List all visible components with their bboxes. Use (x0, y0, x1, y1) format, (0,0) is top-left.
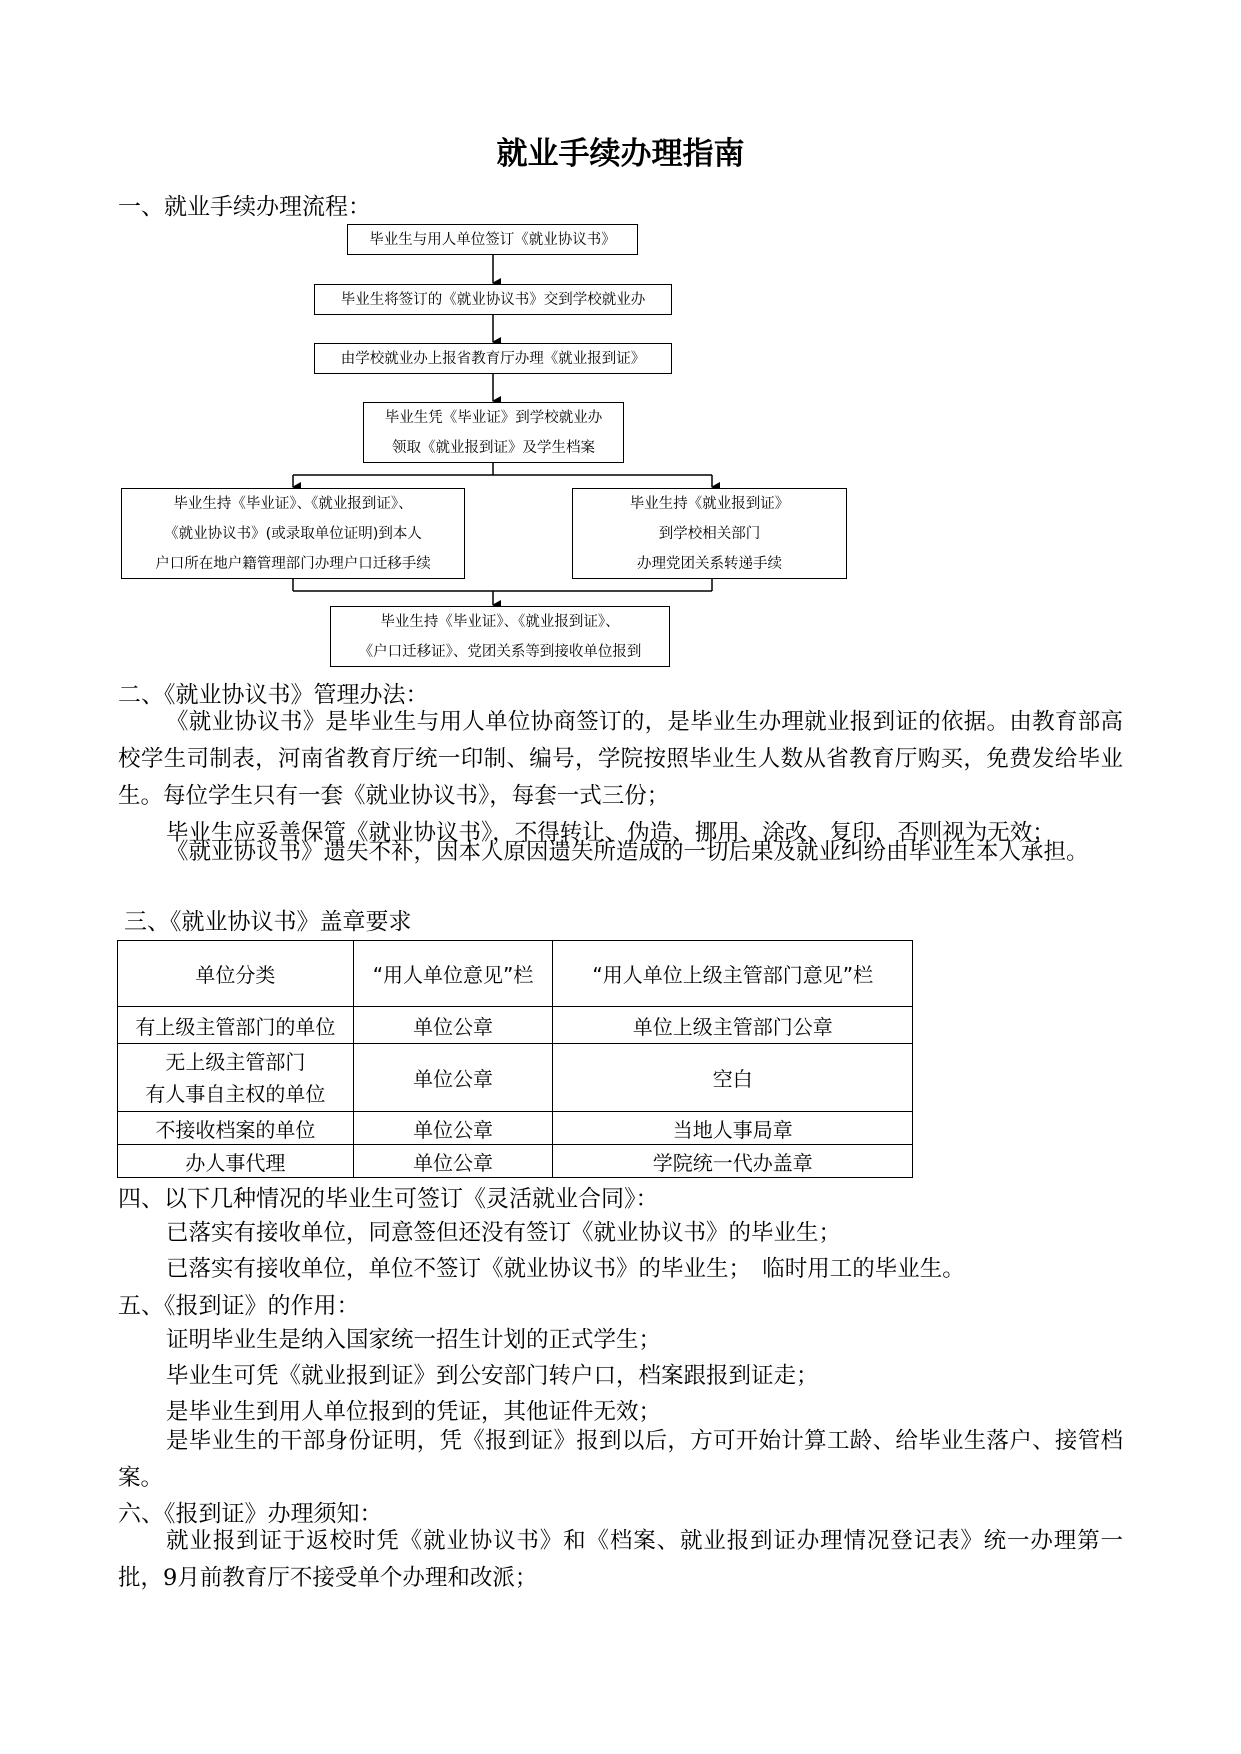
section-3-heading: 三、《就业协议书》盖章要求 (124, 909, 412, 935)
flow-step-5b-line-2: 到学校相关部门 (658, 525, 761, 542)
section-6-paragraph-1: 就业报到证于返校时凭《就业协议书》和《档案、就业报到证办理情况登记表》统一办理第一批，9月前教育厅不接受单个办理和改派； (118, 1528, 1123, 1591)
flow-step-2-text: 毕业生将签订的《就业协议书》交到学校就业办 (340, 291, 646, 308)
section-6-heading: 六、《报到证》办理须知： (118, 1501, 383, 1527)
section-5-line-2: 毕业生可凭《就业报到证》到公安部门转户口，档案跟报到证走； (166, 1363, 819, 1389)
section-2-paragraph-3-text: 《就业协议书》遗失不补，因本人原因遗失所造成的一切后果及就业纠纷由毕业生本人承担。 (166, 839, 1089, 865)
section-2-paragraph-1: 《就业协议书》是毕业生与用人单位协商签订的，是毕业生办理就业报到证的依据。由教育部高校学生司制表，河南省教育厅统一印制、编号，学院按照毕业生人数从省教育厅购买，免费发给毕业生。每位学生只有一套《就业协议书》，每套一式三份； (118, 709, 1123, 809)
table-cell: 单位公章 (353, 1007, 553, 1044)
flow-step-5b-line-1: 毕业生持《就业报到证》 (629, 495, 790, 512)
table-cell: 空白 (553, 1044, 913, 1112)
flow-step-5a-line-3: 户口所在地户籍管理部门办理户口迁移手续 (155, 555, 431, 572)
table-header-row (118, 941, 913, 1007)
section-5-line-3: 是毕业生到用人单位报到的凭证，其他证件无效； (166, 1399, 662, 1425)
section-5-paragraph-4: 是毕业生的干部身份证明，凭《报到证》报到以后，方可开始计算工龄、给毕业生落户、接管档案。 (118, 1428, 1123, 1491)
table-header-cell: “用人单位意见”栏 (353, 941, 553, 1007)
stamp-requirements-table (117, 940, 913, 1178)
flow-step-5a-line-1: 毕业生持《毕业证》、《就业报到证》、 (173, 495, 413, 512)
flow-step-6-line-2: 《户口迁移证》、党团关系等到接收单位报到 (358, 643, 642, 660)
table-row (118, 1145, 913, 1178)
table-cell: 单位公章 (353, 1044, 553, 1112)
flow-step-5a (121, 488, 465, 579)
table-cell: 单位公章 (353, 1145, 553, 1178)
table-row (118, 1112, 913, 1145)
table-header-cell: “用人单位上级主管部门意见”栏 (553, 941, 913, 1007)
flow-step-2 (314, 284, 672, 315)
page-title: 就业手续办理指南 (496, 136, 745, 172)
section-1-heading: 一、就业手续办理流程： (118, 194, 371, 220)
table-row (118, 1007, 913, 1044)
flow-step-4-line-2: 领取《就业报到证》及学生档案 (392, 439, 595, 456)
section-4-line-1: 已落实有接收单位，同意签但还没有签订《就业协议书》的毕业生； (166, 1220, 842, 1246)
table-cell: 单位上级主管部门公章 (553, 1007, 913, 1044)
flow-step-5a-line-2: 《就业协议书》(或录取单位证明)到本人 (164, 525, 422, 542)
table-cell: 办人事代理 (118, 1145, 354, 1178)
flow-step-5b (572, 488, 847, 579)
table-cell: 无上级主管部门 有人事自主权的单位 (118, 1044, 354, 1112)
table-cell: 单位公章 (353, 1112, 553, 1145)
flow-step-1 (347, 224, 638, 255)
flow-step-6 (330, 606, 670, 667)
table-row (118, 1044, 913, 1112)
flow-step-6-line-1: 毕业生持《毕业证》、《就业报到证》、 (380, 613, 620, 630)
flow-step-4 (363, 402, 624, 463)
table-cell: 当地人事局章 (553, 1112, 913, 1145)
table-cell: 不接收档案的单位 (118, 1112, 354, 1145)
table-cell: 学院统一代办盖章 (553, 1145, 913, 1178)
flow-step-3-text: 由学校就业办上报省教育厅办理《就业报到证》 (340, 350, 646, 367)
flow-step-1-text: 毕业生与用人单位签订《就业协议书》 (369, 231, 616, 248)
table-cell: 有上级主管部门的单位 (118, 1007, 354, 1044)
flow-step-4-line-1: 毕业生凭《毕业证》到学校就业办 (384, 409, 603, 426)
section-5-line-1: 证明毕业生是纳入国家统一招生计划的正式学生； (166, 1327, 662, 1353)
section-5-heading: 五、《报到证》的作用： (118, 1293, 360, 1319)
section-2-heading: 二、《就业协议书》管理办法： (118, 682, 429, 708)
section-4-line-2: 已落实有接收单位，单位不签订《就业协议书》的毕业生； 临时用工的毕业生。 (166, 1256, 965, 1282)
section-4-heading: 四、以下几种情况的毕业生可签订《灵活就业合同》： (118, 1186, 659, 1212)
section-2-paragraph-2: 毕业生应妥善保管《就业协议书》，不得转让、伪造、挪用、涂改、复印，否则视为无效； (166, 820, 1055, 846)
flow-step-5b-line-3: 办理党团关系转递手续 (637, 555, 782, 572)
flow-step-3 (314, 343, 672, 374)
table-header-cell: 单位分类 (118, 941, 354, 1007)
